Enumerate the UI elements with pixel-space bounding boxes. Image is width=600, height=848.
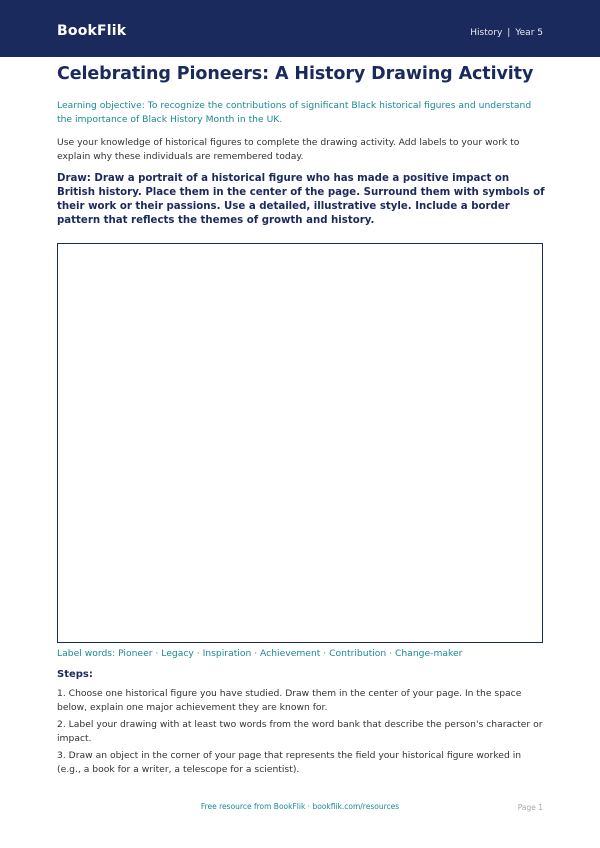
header-bar [0,0,600,57]
step-item: 2. Label your drawing with at least two words from the word bank that describe the person's character or impact. [57,719,543,744]
drawing-prompt: Draw: Draw a portrait of a historical figure who has made a positive impact on British history. Place them in the center of the page. Surround them with symbols of their work or their passions. Use a detailed, illustrative style. Include a border pattern that reflects the themes of growth and history. [57,173,545,226]
label-word-bank: Label words: Pioneer · Legacy · Inspiration · Achievement · Contribution · Change-maker [57,648,463,659]
header-meta [470,28,543,38]
steps-heading: Steps: [57,669,93,680]
subject-label: History [470,28,503,38]
drawing-area[interactable] [57,243,543,643]
learning-objective: Learning objective: To recognize the contributions of significant Black historical figures and understand the importance of Black History Month in the UK. [57,100,532,125]
steps-list [57,687,547,781]
page-number: Page 1 [517,803,543,812]
header-separator: | [507,28,511,38]
step-item: 1. Choose one historical figure you have studied. Draw them in the center of your page. In the space below, explain one major achievement they are known for. [57,688,522,713]
intro-text: Use your knowledge of historical figures to complete the drawing activity. Add labels to your work to explain why these individuals are remembered today. [57,137,520,162]
footer-source-link[interactable]: Free resource from BookFlik · bookflik.com/resources [200,802,400,811]
brand-logo[interactable]: BookFlik [57,23,127,39]
page-title: Celebrating Pioneers: A History Drawing Activity [57,64,534,84]
year-label: Year 5 [515,28,543,38]
step-item: 3. Draw an object in the corner of your page that represents the field your historical figure worked in (e.g., a book for a writer, a telescope for a scientist). [57,750,522,775]
